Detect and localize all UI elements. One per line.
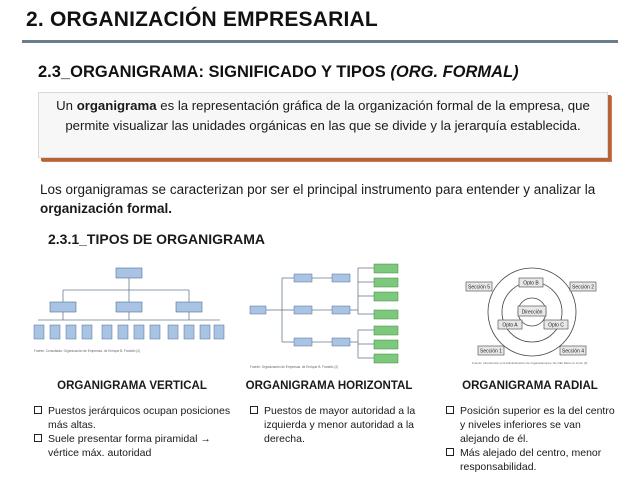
- types-heading: 2.3.1_TIPOS DE ORGANIGRAMA: [48, 231, 266, 247]
- definition-pre: Un: [56, 98, 77, 113]
- definition-box: [38, 92, 608, 158]
- caption-radial: ORGANIGRAMA RADIAL: [462, 380, 598, 392]
- chart-node: [176, 302, 202, 312]
- subtitle-italic: (ORG. FORMAL): [390, 63, 519, 81]
- paragraph-bold: organización formal.: [40, 201, 173, 216]
- list-item: [250, 404, 422, 446]
- caption-horizontal: ORGANIGRAMA HORIZONTAL: [245, 380, 413, 392]
- bullet-text: Posición superior es la del centro y niveles inferiores se van alejando de él.: [460, 405, 615, 445]
- radial-chart-source: Fuente: Introducción a la Administración de Organizaciones, De Ollé Reiter et Curic (3): [472, 361, 588, 365]
- radial-label: Sección 4: [562, 348, 584, 355]
- list-item: [446, 446, 618, 474]
- checkbox-bullet-icon: [446, 406, 454, 414]
- list-item: [34, 404, 232, 432]
- checkbox-bullet-icon: [250, 406, 258, 414]
- checkbox-bullet-icon: [34, 434, 42, 442]
- radial-label: Dirección: [521, 309, 543, 316]
- intro-paragraph: [40, 180, 620, 218]
- radial-label: Opto A: [502, 322, 518, 329]
- radial-label: Opto C: [548, 322, 564, 329]
- definition-text: es la representación gráfica de la organización formal de la empresa, que permite visualizar las unidades orgánicas en las que se divide y la jerarquía establecida.: [65, 98, 590, 133]
- vertical-org-chart: [30, 262, 230, 357]
- vertical-chart-source: Fuente: Consultada, Organización de Empresas, de Enrique B. Franklin (2): [34, 349, 141, 353]
- paragraph-text: Los organigramas se caracterizan por ser el principal instrumento para entender y analizar la: [40, 182, 596, 197]
- title-divider: [22, 40, 618, 43]
- section-subtitle: [38, 63, 519, 82]
- bullet-text: Puestos jerárquicos ocupan posiciones más altas.: [48, 405, 231, 431]
- bullet-text: Más alejado del centro, menor responsabilidad.: [460, 447, 602, 473]
- bullet-text: Suele presentar forma piramidal → vértice máx. autoridad: [48, 433, 211, 459]
- bullet-text: Puestos de mayor autoridad a la izquierda y menor autoridad a la derecha.: [264, 405, 416, 445]
- page-title: 2. ORGANIZACIÓN EMPRESARIAL: [26, 8, 378, 31]
- radial-label: Sección 2: [572, 284, 594, 291]
- radial-org-chart: [452, 262, 612, 367]
- definition-term: organigrama: [76, 98, 157, 113]
- checkbox-bullet-icon: [446, 448, 454, 456]
- chart-node: [116, 268, 142, 278]
- bullets-vertical: [34, 404, 232, 460]
- horizontal-org-chart: [246, 260, 406, 370]
- checkbox-bullet-icon: [34, 406, 42, 414]
- chart-node: [116, 302, 142, 312]
- list-item: [34, 432, 232, 460]
- horizontal-chart-source: Fuente: Organización de Empresas, de Enrique B. Franklin (2): [250, 365, 339, 369]
- radial-label: Sección 5: [468, 284, 490, 291]
- bullets-radial: [446, 404, 618, 474]
- subtitle-main: 2.3_ORGANIGRAMA: SIGNIFICADO Y TIPOS: [38, 63, 391, 81]
- chart-node: [50, 302, 76, 312]
- radial-label: Sección 1: [480, 348, 502, 355]
- list-item: [446, 404, 618, 446]
- bullets-horizontal: [250, 404, 422, 446]
- radial-label: Opto B: [523, 280, 539, 287]
- caption-vertical: ORGANIGRAMA VERTICAL: [57, 380, 207, 392]
